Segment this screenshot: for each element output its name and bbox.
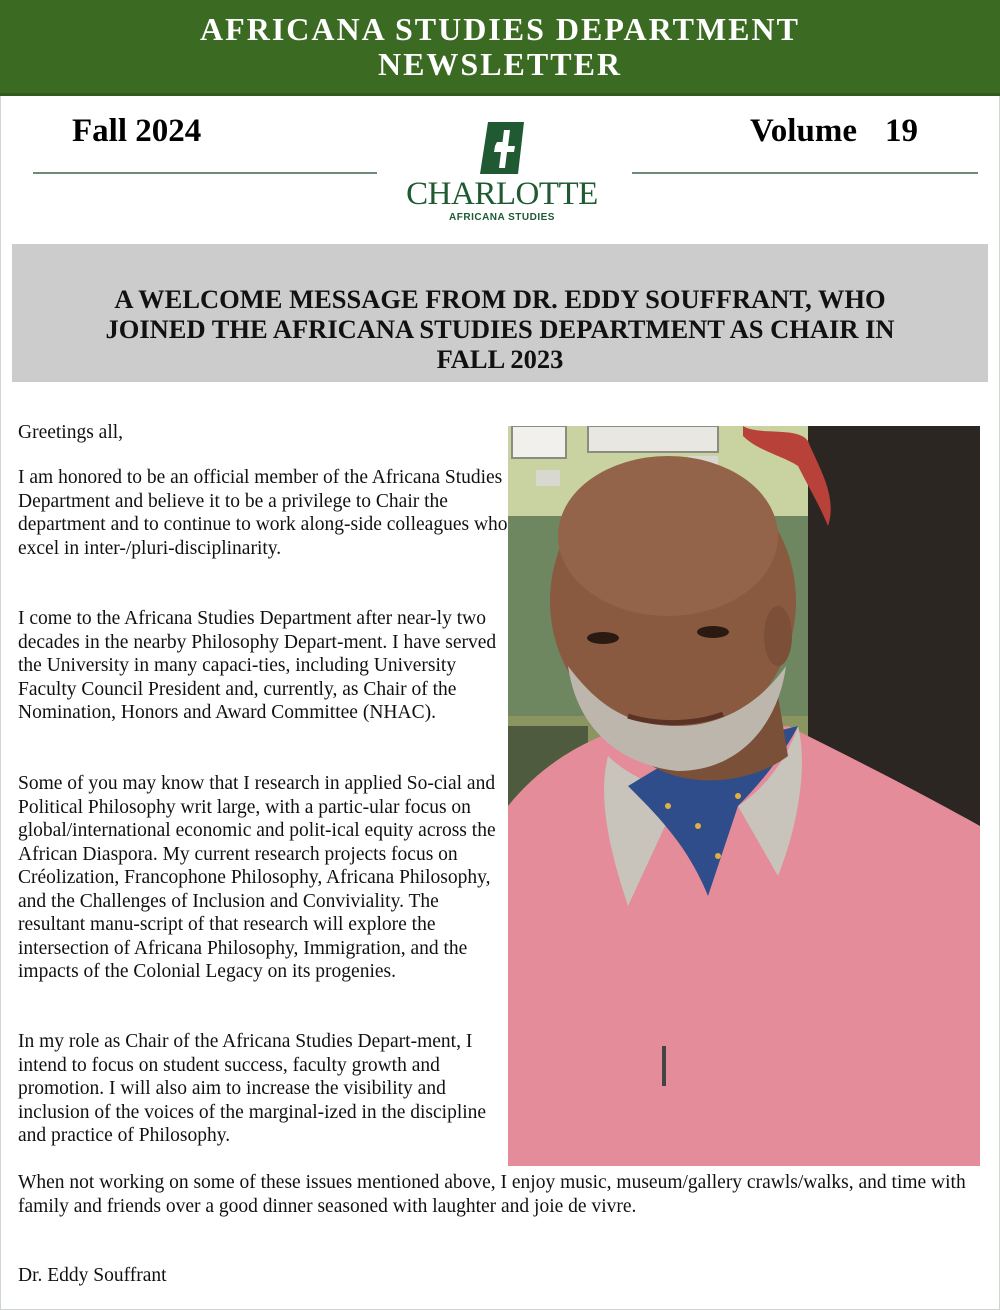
portrait-photo xyxy=(508,426,980,1166)
newsletter-banner xyxy=(0,0,1000,93)
letter-signature: Dr. Eddy Souffrant xyxy=(18,1265,167,1286)
banner-title-line2: NEWSLETTER xyxy=(377,46,623,82)
headline-line3: FALL 2023 xyxy=(436,344,564,374)
charlotte-logo xyxy=(402,120,602,225)
logo-subtitle: AFRICANA STUDIES xyxy=(449,212,555,223)
letter-paragraph-2: I come to the Africana Studies Department after near-ly two decades in the nearby Philosophy Depart-ment. I have served the University in many capaci-ties, including University Faculty Council President and, currently, as Chair of the Nomination, Honors and Award Committee (NHAC). xyxy=(18,608,497,723)
letter-paragraph-3: Some of you may know that I research in applied So-cial and Political Philosophy writ large, with a partic-ular focus on global/international economic and polit-ical equity across the African Diaspora. My current research projects focus on Créolization, Francophone Philosophy, Africana Philosophy, and the Challenges of Inclusion and Conviviality. The resultant manu-script of that research will explore the intersection of Africana Philosophy, Immigration, and the impacts of the Colonial Legacy on its progenies. xyxy=(18,773,496,982)
volume-number: 19 xyxy=(884,113,918,149)
article-headline xyxy=(12,284,988,374)
header-rule-left xyxy=(33,172,377,174)
issue-season: Fall 2024 xyxy=(72,113,202,149)
letter-paragraph-5: When not working on some of these issues mentioned above, I enjoy music, museum/gallery crawls/walks, and time with family and friends over a good dinner seasoned with laughter and joie de vivre. xyxy=(18,1172,966,1217)
banner-divider xyxy=(0,93,1000,96)
banner-title-line1: AFRICANA STUDIES DEPARTMENT xyxy=(200,11,800,47)
logo-wordmark: CHARLOTTE xyxy=(406,176,598,212)
letter-paragraph-1: I am honored to be an official member of the Africana Studies Department and believe it to be a privilege to Chair the department and to continue to work along-side colleagues who excel in inter-/pluri-disciplinarity. xyxy=(18,467,508,559)
issue-volume xyxy=(750,113,918,150)
headline-line2: JOINED THE AFRICANA STUDIES DEPARTMENT AS CHAIR IN xyxy=(105,314,895,344)
volume-label: Volume xyxy=(750,113,857,149)
header-rule-right xyxy=(632,172,978,174)
letter-paragraph-4: In my role as Chair of the Africana Studies Depart-ment, I intend to focus on student success, faculty growth and promotion. I will also aim to increase the visibility and inclusion of the voices of the marginal-ized in the discipline and practice of Philosophy. xyxy=(18,1031,487,1146)
charlotte-crown-icon xyxy=(478,120,526,176)
headline-line1: A WELCOME MESSAGE FROM DR. EDDY SOUFFRANT, WHO xyxy=(114,284,886,314)
letter-greeting: Greetings all, xyxy=(18,422,124,443)
